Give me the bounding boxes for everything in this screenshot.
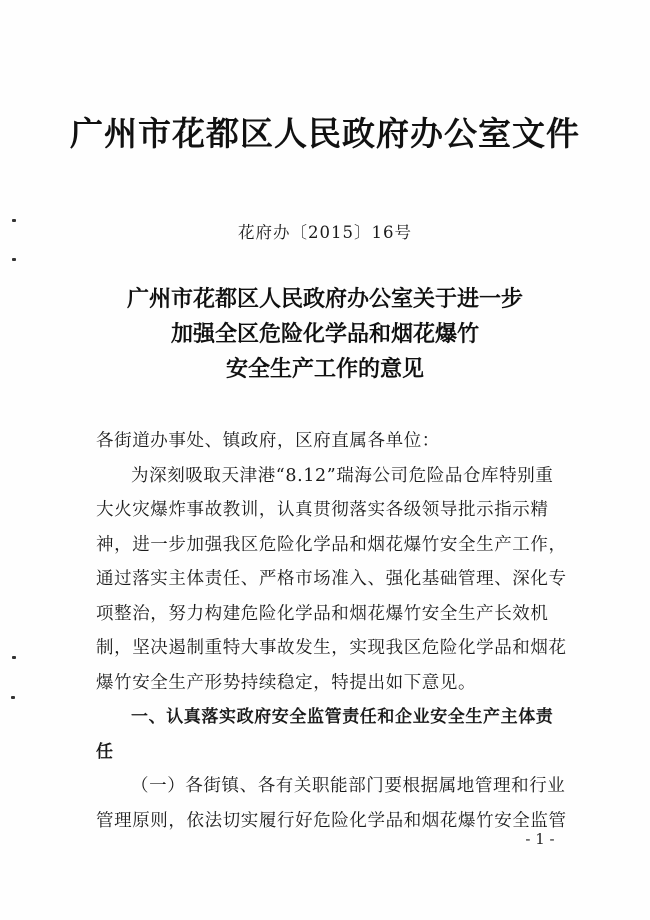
scan-speck [12, 656, 16, 659]
section-heading: 一、认真落实政府安全监管责任和企业安全生产主体责 [131, 707, 554, 727]
body-line: 爆竹安全生产形势持续稳定，特提出如下意见。 [96, 672, 477, 693]
document-number: 花府办〔2015〕16号 [238, 223, 412, 242]
title-line: 加强全区危险化学品和烟花爆竹 [170, 321, 479, 347]
addressee: 各街道办事处、镇政府，区府直属各单位： [96, 431, 440, 451]
section-heading-continued: 任 [96, 741, 114, 762]
body-line: 为深刻吸取天津港“8.12”瑞海公司危险品仓库特别重 [131, 465, 554, 486]
body-line: 项整治，努力构建危险化学品和烟花爆竹安全生产长效机 [96, 603, 549, 624]
title-line: 广州市花都区人民政府办公室关于进一步 [126, 286, 523, 312]
document-body [96, 424, 567, 838]
document-title [0, 282, 650, 387]
scan-speck [11, 696, 15, 699]
scan-speck [12, 258, 16, 261]
body-line: 神，进一步加强我区危险化学品和烟花爆竹安全生产工作， [96, 534, 567, 555]
subsection-line: （一）各街镇、各有关职能部门要根据属地管理和行业 [131, 776, 566, 796]
body-line: 通过落实主体责任、严格市场准入、强化基础管理、深化专 [96, 569, 567, 589]
subsection-line: 管理原则，依法切实履行好危险化学品和烟花爆竹安全监管 [96, 810, 567, 831]
body-line: 制，坚决遏制重特大事故发生，实现我区危险化学品和烟花 [96, 638, 567, 658]
title-line: 安全生产工作的意见 [225, 356, 424, 382]
issuer-header: 广州市花都区人民政府办公室文件 [70, 114, 580, 153]
page-number: - 1 - [525, 830, 555, 848]
body-line: 大火灾爆炸事故教训，认真贯彻落实各级领导批示指示精 [96, 500, 549, 520]
